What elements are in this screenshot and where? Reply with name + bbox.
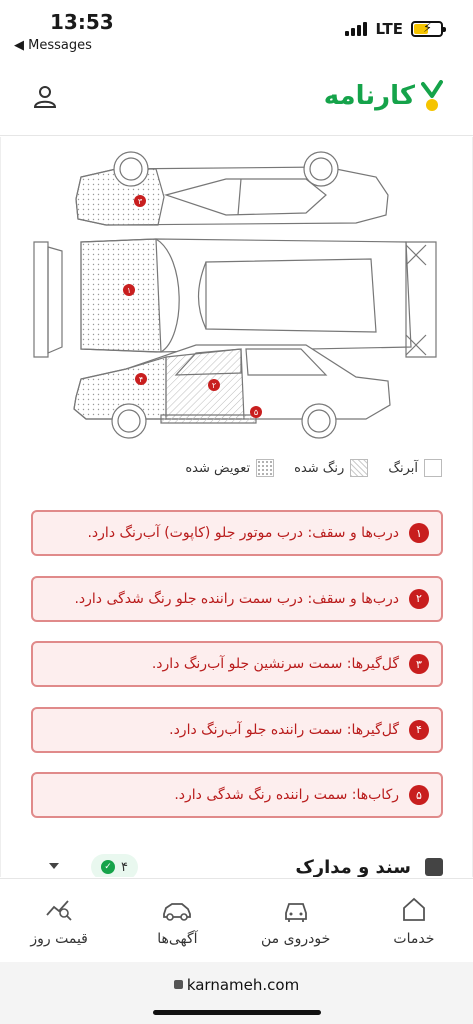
legend-paint-swatch — [350, 459, 368, 477]
diagram-marker-2-label: ۲ — [211, 381, 217, 390]
nav-item-my-cars[interactable] — [237, 879, 355, 962]
diagram-marker-5-label: ۵ — [253, 408, 259, 417]
damage-text: رکاب‌ها: سمت راننده رنگ شدگی دارد. — [174, 787, 399, 803]
documents-title: سند و مدارک — [295, 856, 411, 877]
diagram-marker-4-label: ۴ — [138, 375, 144, 384]
status-time: 13:53 — [50, 10, 114, 34]
user-profile-icon[interactable] — [32, 84, 58, 110]
karnameh-logo[interactable] — [324, 80, 443, 112]
car-side-icon — [162, 895, 192, 923]
lock-icon — [174, 980, 183, 989]
network-label: LTE — [375, 20, 403, 38]
nav-label-prices: قیمت روز — [30, 930, 88, 947]
damage-item[interactable] — [31, 772, 443, 818]
signal-icon — [345, 22, 367, 36]
damage-number-badge: ۳ — [409, 654, 429, 674]
damage-number-badge: ۴ — [409, 720, 429, 740]
diagram-marker-3-label: ۳ — [137, 197, 143, 206]
check-icon: ✓ — [101, 860, 115, 874]
browser-address-bar[interactable] — [0, 962, 473, 1024]
legend-replace — [185, 459, 274, 477]
report-content[interactable] — [0, 137, 473, 877]
diagram-legend — [185, 459, 442, 477]
legend-replace-label: تعویض شده — [185, 460, 251, 476]
nav-label-my-cars: خودروی من — [261, 930, 331, 947]
damage-item[interactable] — [31, 576, 443, 622]
document-icon — [425, 858, 443, 876]
status-bar — [0, 0, 473, 56]
diagram-marker-1-label: ۱ — [126, 286, 132, 295]
damage-text: درب‌ها و سقف: درب سمت راننده جلو رنگ شدگی دارد. — [74, 590, 399, 607]
logo-text: کارنامه — [323, 81, 415, 111]
price-chart-icon — [44, 895, 74, 923]
legend-repaint — [388, 459, 442, 477]
damage-item[interactable] — [31, 641, 443, 687]
home-icon — [399, 895, 429, 923]
nav-item-ads[interactable] — [118, 879, 236, 962]
documents-count-badge — [91, 854, 138, 877]
url-display[interactable] — [0, 976, 473, 994]
url-text: karnameh.com — [186, 976, 300, 994]
damage-text: گل‌گیرها: سمت سرنشین جلو آب‌رنگ دارد. — [151, 656, 399, 672]
documents-section-header[interactable] — [31, 847, 443, 877]
legend-paint — [294, 459, 368, 477]
nav-label-services: خدمات — [393, 930, 435, 947]
logo-mark-icon — [421, 80, 443, 112]
legend-repaint-label: آبرنگ — [388, 460, 418, 476]
car-damage-diagram — [26, 147, 448, 445]
nav-label-ads: آگهی‌ها — [157, 930, 198, 947]
legend-replace-swatch — [256, 459, 274, 477]
damage-text: درب‌ها و سقف: درب موتور جلو (کاپوت) آب‌رنگ دارد. — [87, 525, 399, 541]
damage-list — [31, 510, 443, 838]
nav-item-prices[interactable] — [0, 879, 118, 962]
back-to-messages-link[interactable]: ◀ Messages — [14, 38, 92, 53]
damage-number-badge: ۱ — [409, 523, 429, 543]
nav-item-services[interactable] — [355, 879, 473, 962]
legend-paint-label: رنگ شده — [294, 460, 345, 476]
damage-item[interactable] — [31, 510, 443, 556]
chevron-down-icon[interactable] — [49, 863, 59, 869]
status-indicators — [345, 20, 443, 38]
damage-number-badge: ۵ — [409, 785, 429, 805]
damage-number-badge: ۲ — [409, 589, 429, 609]
home-indicator[interactable] — [153, 1010, 321, 1015]
damage-item[interactable] — [31, 707, 443, 753]
app-header — [0, 56, 473, 136]
documents-count: ۴ — [121, 859, 128, 875]
battery-icon: ⚡ — [411, 21, 443, 37]
car-icon — [281, 895, 311, 923]
bottom-navigation — [0, 878, 473, 962]
damage-text: گل‌گیرها: سمت راننده جلو آب‌رنگ دارد. — [169, 721, 399, 738]
legend-repaint-swatch — [424, 459, 442, 477]
